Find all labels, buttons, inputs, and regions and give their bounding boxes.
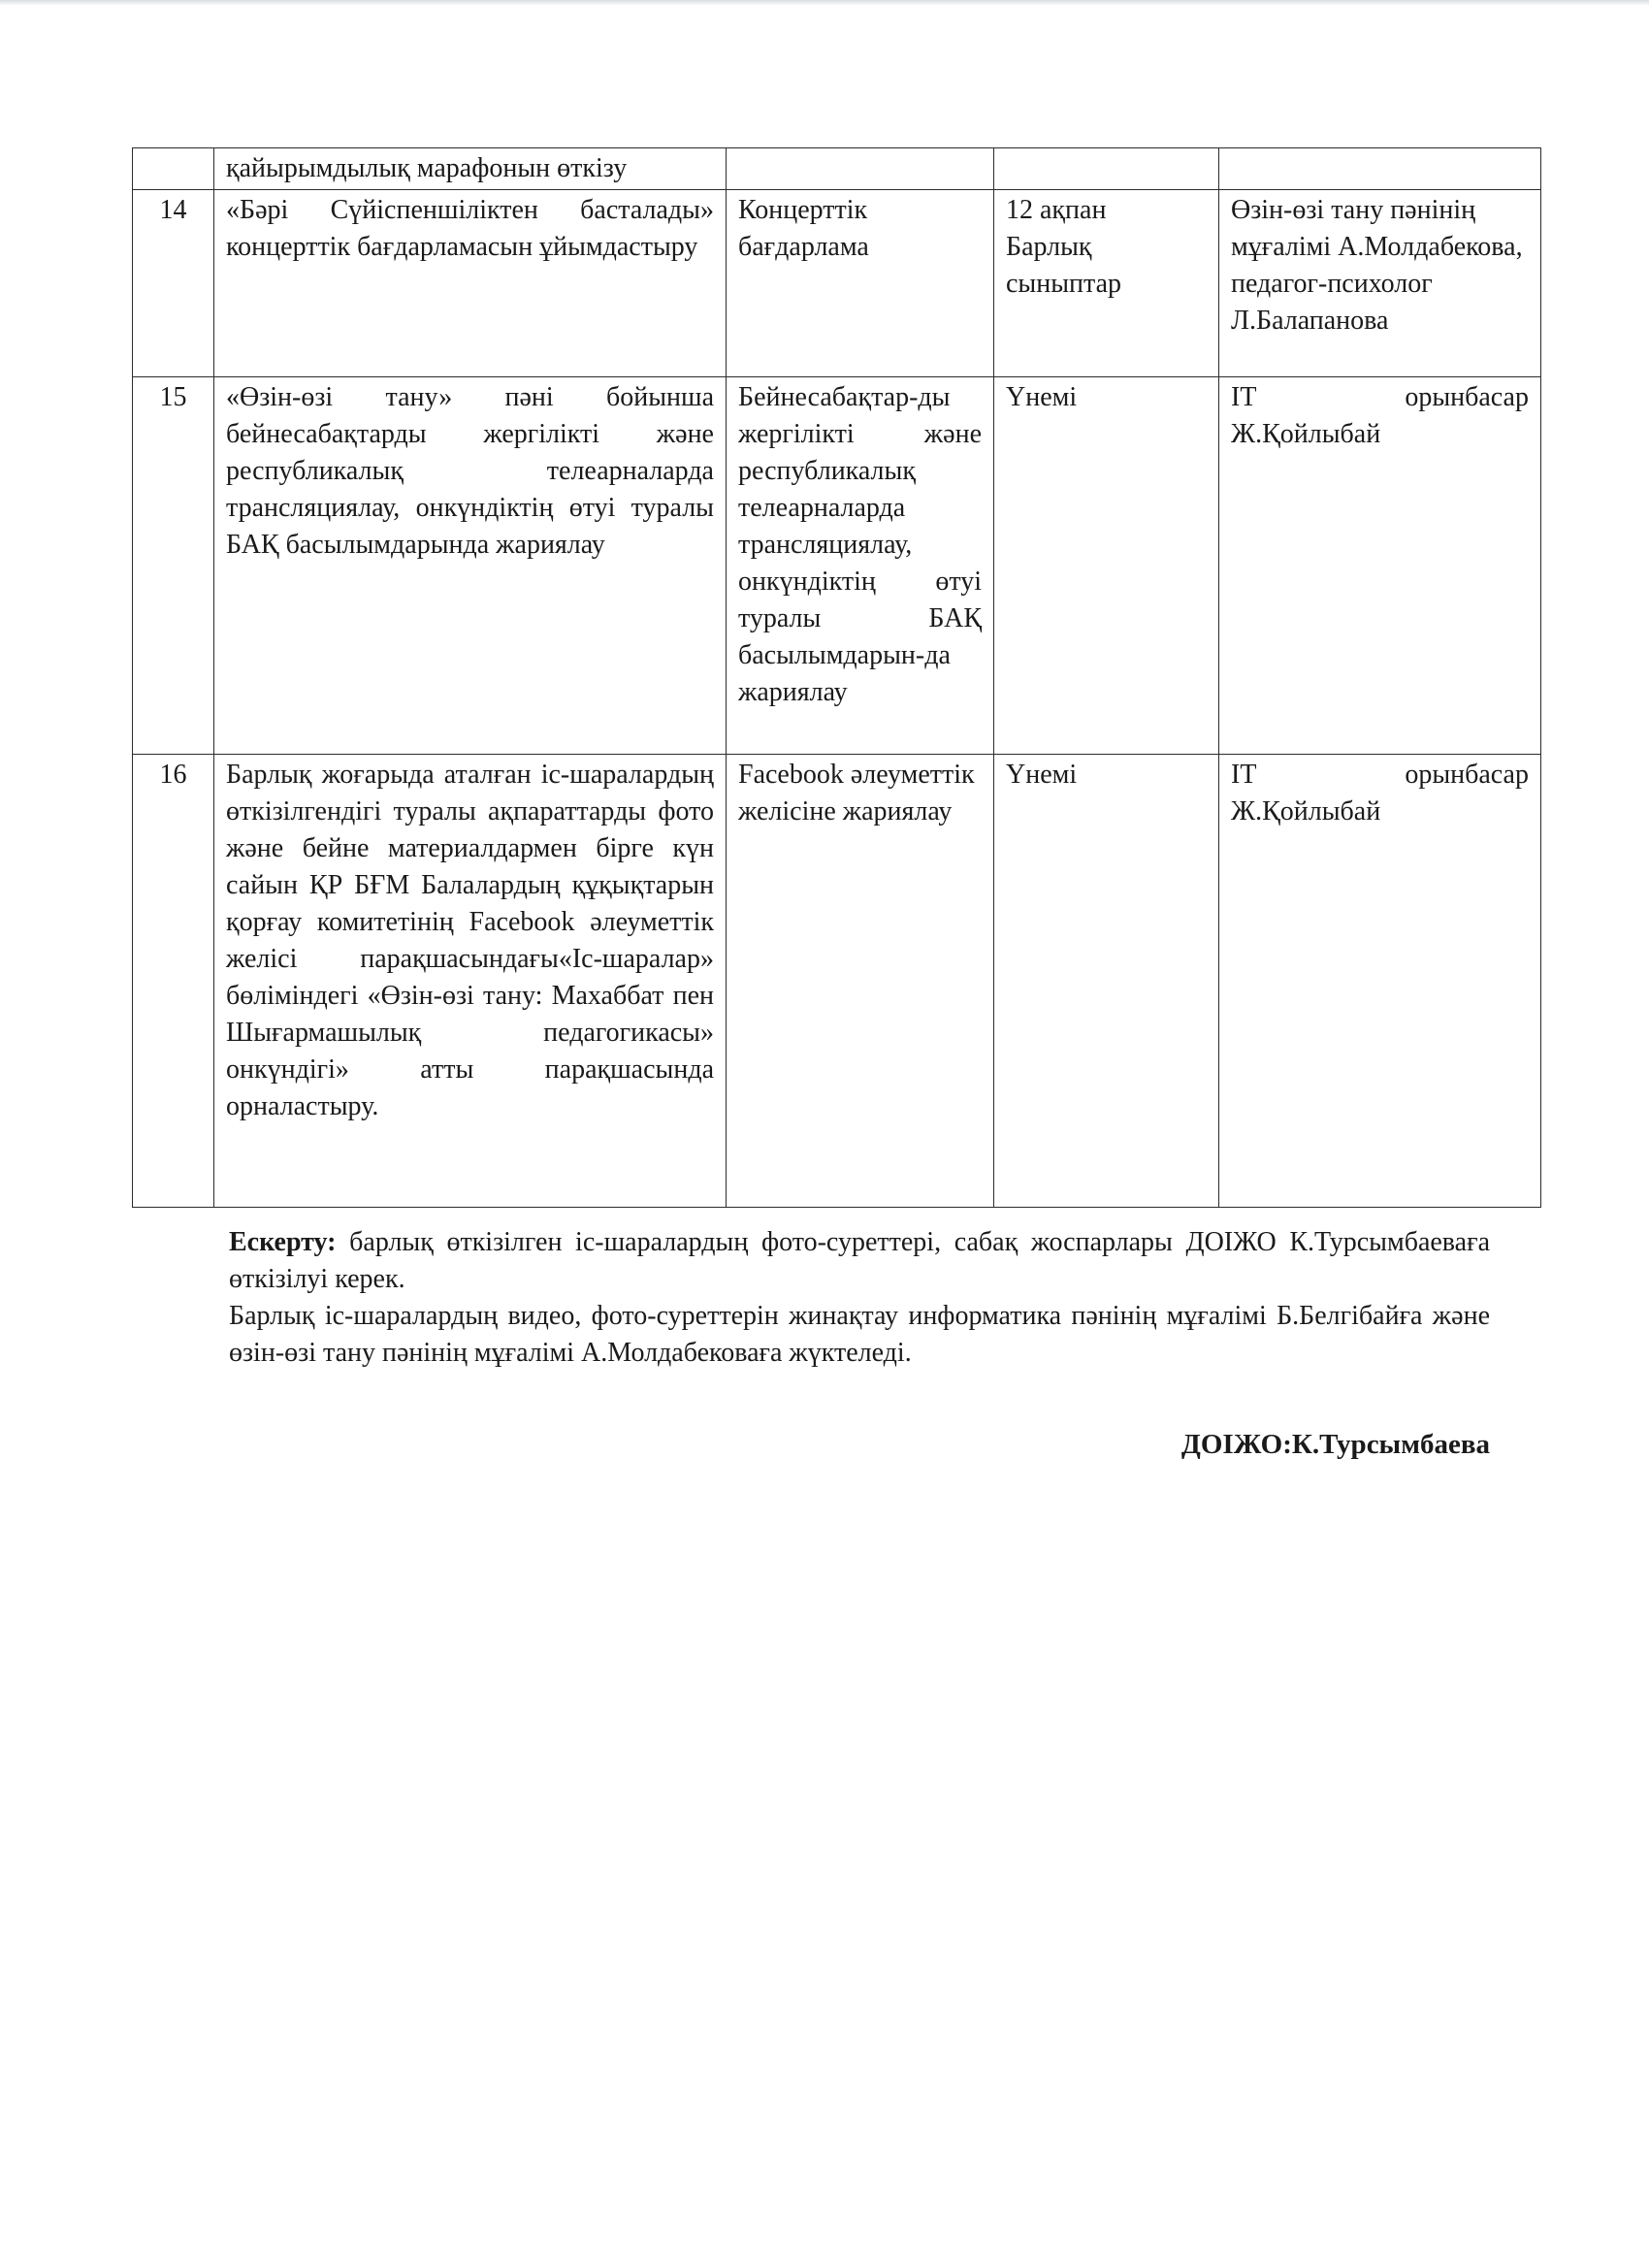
row-number: 14 xyxy=(133,190,214,377)
row-number: 15 xyxy=(133,377,214,755)
note-paragraph xyxy=(229,1224,1490,1298)
responsible-cell: ІТ орынбасар Ж.Қойлыбай xyxy=(1219,755,1541,1208)
row-number: 16 xyxy=(133,755,214,1208)
table-row xyxy=(133,377,1541,755)
event-cell: қайырымдылық марафонын өткізу xyxy=(214,148,727,190)
notes-block xyxy=(229,1224,1490,1372)
form-cell: Бейнесабақтар-ды жергілікті және республикалық телеарналарда трансляциялау, онкүндіктің өтуі туралы БАҚ басылымдарын-да жариялау xyxy=(727,377,994,755)
form-cell: Концерттік бағдарлама xyxy=(727,190,994,377)
date-cell xyxy=(994,148,1219,190)
table-row xyxy=(133,755,1541,1208)
date-cell: 12 ақпан Барлық сыныптар xyxy=(994,190,1219,377)
date-cell: Үнемі xyxy=(994,377,1219,755)
row-number xyxy=(133,148,214,190)
note-label: Ескерту: xyxy=(229,1227,337,1257)
responsible-cell xyxy=(1219,148,1541,190)
table-row xyxy=(133,190,1541,377)
events-table xyxy=(132,147,1541,1208)
date-cell: Үнемі xyxy=(994,755,1219,1208)
responsible-cell: ІТ орынбасар Ж.Қойлыбай xyxy=(1219,377,1541,755)
event-cell: «Бәрі Сүйіспеншіліктен басталады» концерттік бағдарламасын ұйымдастыру xyxy=(214,190,727,377)
signature: ДОІЖО:К.Турсымбаева xyxy=(1180,1429,1490,1460)
responsible-cell: Өзін-өзі тану пәнінің мұғалімі А.Молдабекова, педагог-психолог Л.Балапанова xyxy=(1219,190,1541,377)
table-row xyxy=(133,148,1541,190)
note-paragraph: Барлық іс-шаралардың видео, фото-суреттерін жинақтау информатика пәнінің мұғалімі Б.Белгібайға және өзін-өзі тану пәнінің мұғалімі А.Молдабековаға жүктеледі. xyxy=(229,1301,1490,1368)
scan-edge xyxy=(0,0,1649,6)
form-cell: Facebook әлеуметтік желісіне жариялау xyxy=(727,755,994,1208)
form-cell xyxy=(727,148,994,190)
note-text: барлық өткізілген іс-шаралардың фото-суреттері, сабақ жоспарлары ДОІЖО К.Турсымбаеваға өткізілуі керек. xyxy=(229,1227,1490,1294)
event-cell: «Өзін-өзі тану» пәні бойынша бейнесабақтарды жергілікті және республикалық телеарналарда трансляциялау, онкүндіктің өтуі туралы БАҚ басылымдарында жариялау xyxy=(214,377,727,755)
event-cell: Барлық жоғарыда аталған іс-шаралардың өткізілгендігі туралы ақпараттарды фото және бейне материалдармен бірге күн сайын ҚР БҒМ Балалардың құқықтарын қорғау комитетінің Facebook әлеуметтік желісі парақшасындағы«Іс-шаралар» бөліміндегі «Өзін-өзі тану: Махаббат пен Шығармашылық педагогикасы» онкүндігі» атты парақшасында орналастыру. xyxy=(214,755,727,1208)
